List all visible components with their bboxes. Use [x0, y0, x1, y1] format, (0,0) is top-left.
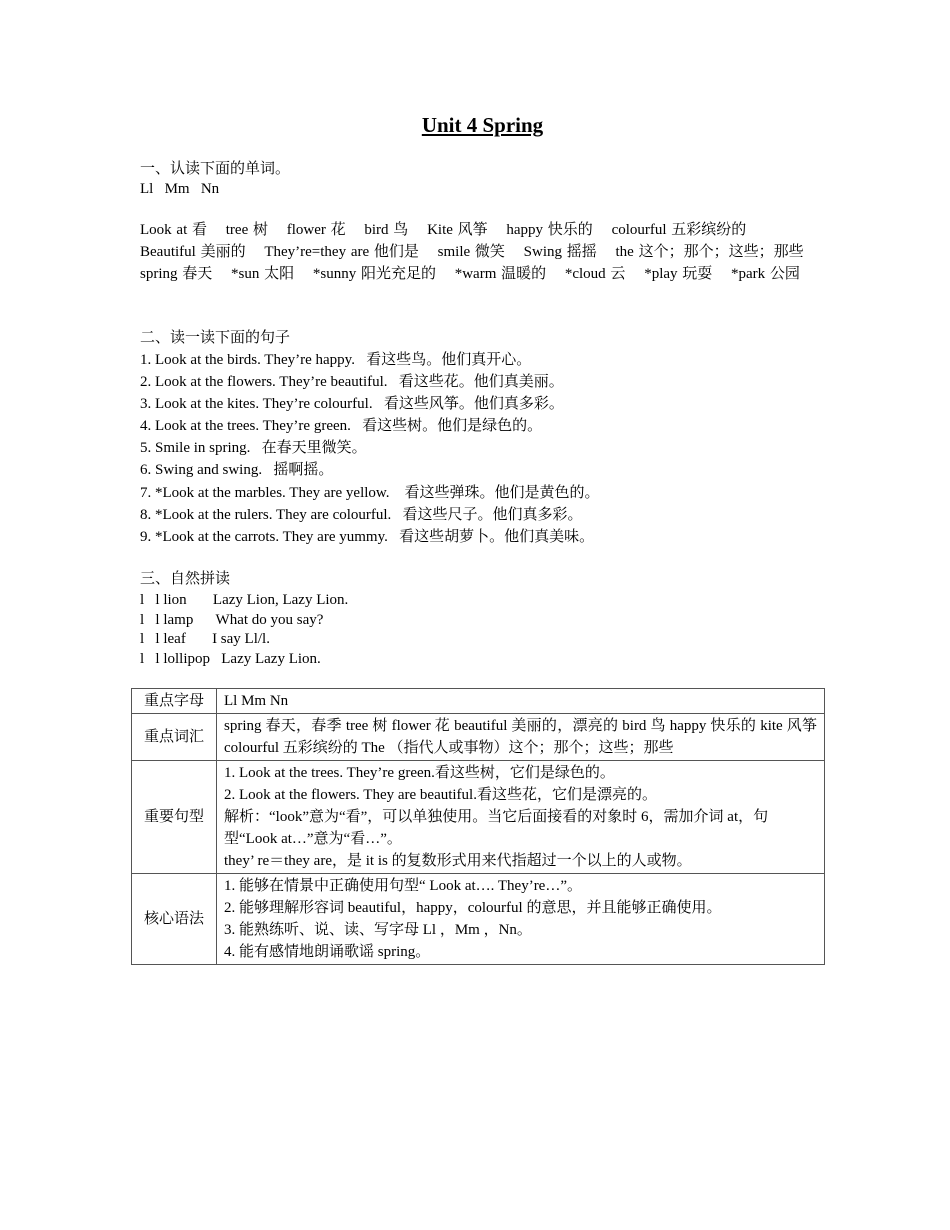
grammar-line: 2. 能够理解形容词 beautiful，happy，colourful 的意思，并且能够正确使用。 [224, 900, 722, 916]
table-row [132, 714, 825, 761]
sentence: 7. *Look at the marbles. They are yellow. 看这些弹珠。他们是黄色的。 [140, 485, 600, 501]
vocab-item: Look at 看 [140, 222, 207, 238]
vocab-item: tree 树 [225, 222, 268, 238]
phonics-line: l l lollipop Lazy Lazy Lion. [140, 651, 321, 667]
vocab-item: colourful 五彩缤纷的 [611, 222, 747, 238]
summary-table [131, 688, 825, 965]
vocab-item: spring 春天 [140, 266, 213, 282]
row-label: 核心语法 [132, 874, 217, 965]
sentence: 1. Look at the birds. They’re happy. 看这些鸟。他们真开心。 [140, 352, 532, 368]
sentence: 9. *Look at the carrots. They are yummy. 看这些胡萝卜。他们真美味。 [140, 529, 595, 545]
vocab-item: flower 花 [286, 222, 346, 238]
page-title: Unit 4 Spring [421, 113, 544, 137]
section1-heading: 一、认读下面的单词。 [140, 161, 291, 177]
sentence: 5. Smile in spring. 在春天里微笑。 [140, 440, 367, 456]
vocab-item: *sun 太阳 [231, 266, 295, 282]
vocab-list [140, 219, 820, 285]
sentence: 4. Look at the trees. They’re green. 看这些树。他们是绿色的。 [140, 418, 543, 434]
phonics-line: l l lion Lazy Lion, Lazy Lion. [140, 592, 349, 608]
row-label: 重点词汇 [132, 714, 217, 761]
sentence: 2. Look at the flowers. They’re beautiful. 看这些花。他们真美丽。 [140, 374, 564, 390]
row-content: Ll Mm Nn [217, 689, 825, 714]
vocab-item: happy 快乐的 [506, 222, 593, 238]
vocab-item: Kite 风筝 [427, 222, 488, 238]
sentence-line: 2. Look at the flowers. They are beautiful.看这些花，它们是漂亮的。 [224, 787, 657, 803]
grammar-line: 4. 能有感情地朗诵歌谣 spring。 [224, 944, 431, 960]
row-label: 重要句型 [132, 761, 217, 874]
sentence: 8. *Look at the rulers. They are colourful. 看这些尺子。他们真多彩。 [140, 507, 583, 523]
vocab-item: the 这个；那个；这些；那些 [615, 244, 804, 260]
vocab-item: *cloud 云 [564, 266, 626, 282]
sentence-line: 1. Look at the trees. They’re green.看这些树，它们是绿色的。 [224, 765, 615, 781]
vocab-item: Swing 摇摇 [523, 244, 597, 260]
table-row [132, 874, 825, 965]
vocab-item: smile 微笑 [437, 244, 505, 260]
vocab-item: Beautiful 美丽的 [140, 244, 246, 260]
row-content: spring 春天，春季 tree 树 flower 花 beautiful 美丽的，漂亮的 bird 鸟 happy 快乐的 kite 风筝 colourful 五彩缤纷的 The （指代人或事物）这个；那个；这些；那些 [217, 714, 825, 761]
grammar-line: 1. 能够在情景中正确使用句型“ Look at…. They’re…”。 [224, 878, 583, 894]
row-content [217, 874, 825, 965]
vocab-item: bird 鸟 [364, 222, 409, 238]
vocab-item: *sunny 阳光充足的 [312, 266, 436, 282]
table-row [132, 761, 825, 874]
section2-heading: 二、读一读下面的句子 [140, 330, 291, 346]
sentence: 6. Swing and swing. 摇啊摇。 [140, 462, 334, 478]
analysis-line: they’ re＝they are，是 it is 的复数形式用来代指超过一个以上的人或物。 [224, 853, 692, 869]
vocab-item: *warm 温暖的 [454, 266, 547, 282]
phonics-line: l l leaf I say Ll/l. [140, 631, 270, 647]
row-content [217, 761, 825, 874]
table-row [132, 689, 825, 714]
grammar-line: 3. 能熟练听、说、读、写字母 Ll ，Mm ，Nn。 [224, 922, 532, 938]
phonics-line: l l lamp What do you say? [140, 612, 324, 628]
sentence: 3. Look at the kites. They’re colourful. 看这些风筝。他们真多彩。 [140, 396, 564, 412]
vocab-item: *play 玩耍 [644, 266, 713, 282]
analysis-line: 解析：“look”意为“看”，可以单独使用。当它后面接看的对象时 6，需加介词 at，句型“Look at…”意为“看…”。 [224, 809, 769, 847]
section1-letters: Ll Mm Nn [140, 181, 220, 197]
vocab-item: They’re=they are 他们是 [264, 244, 419, 260]
vocab-item: *park 公园 [731, 266, 800, 282]
row-label: 重点字母 [132, 689, 217, 714]
section3-heading: 三、自然拼读 [140, 571, 231, 587]
